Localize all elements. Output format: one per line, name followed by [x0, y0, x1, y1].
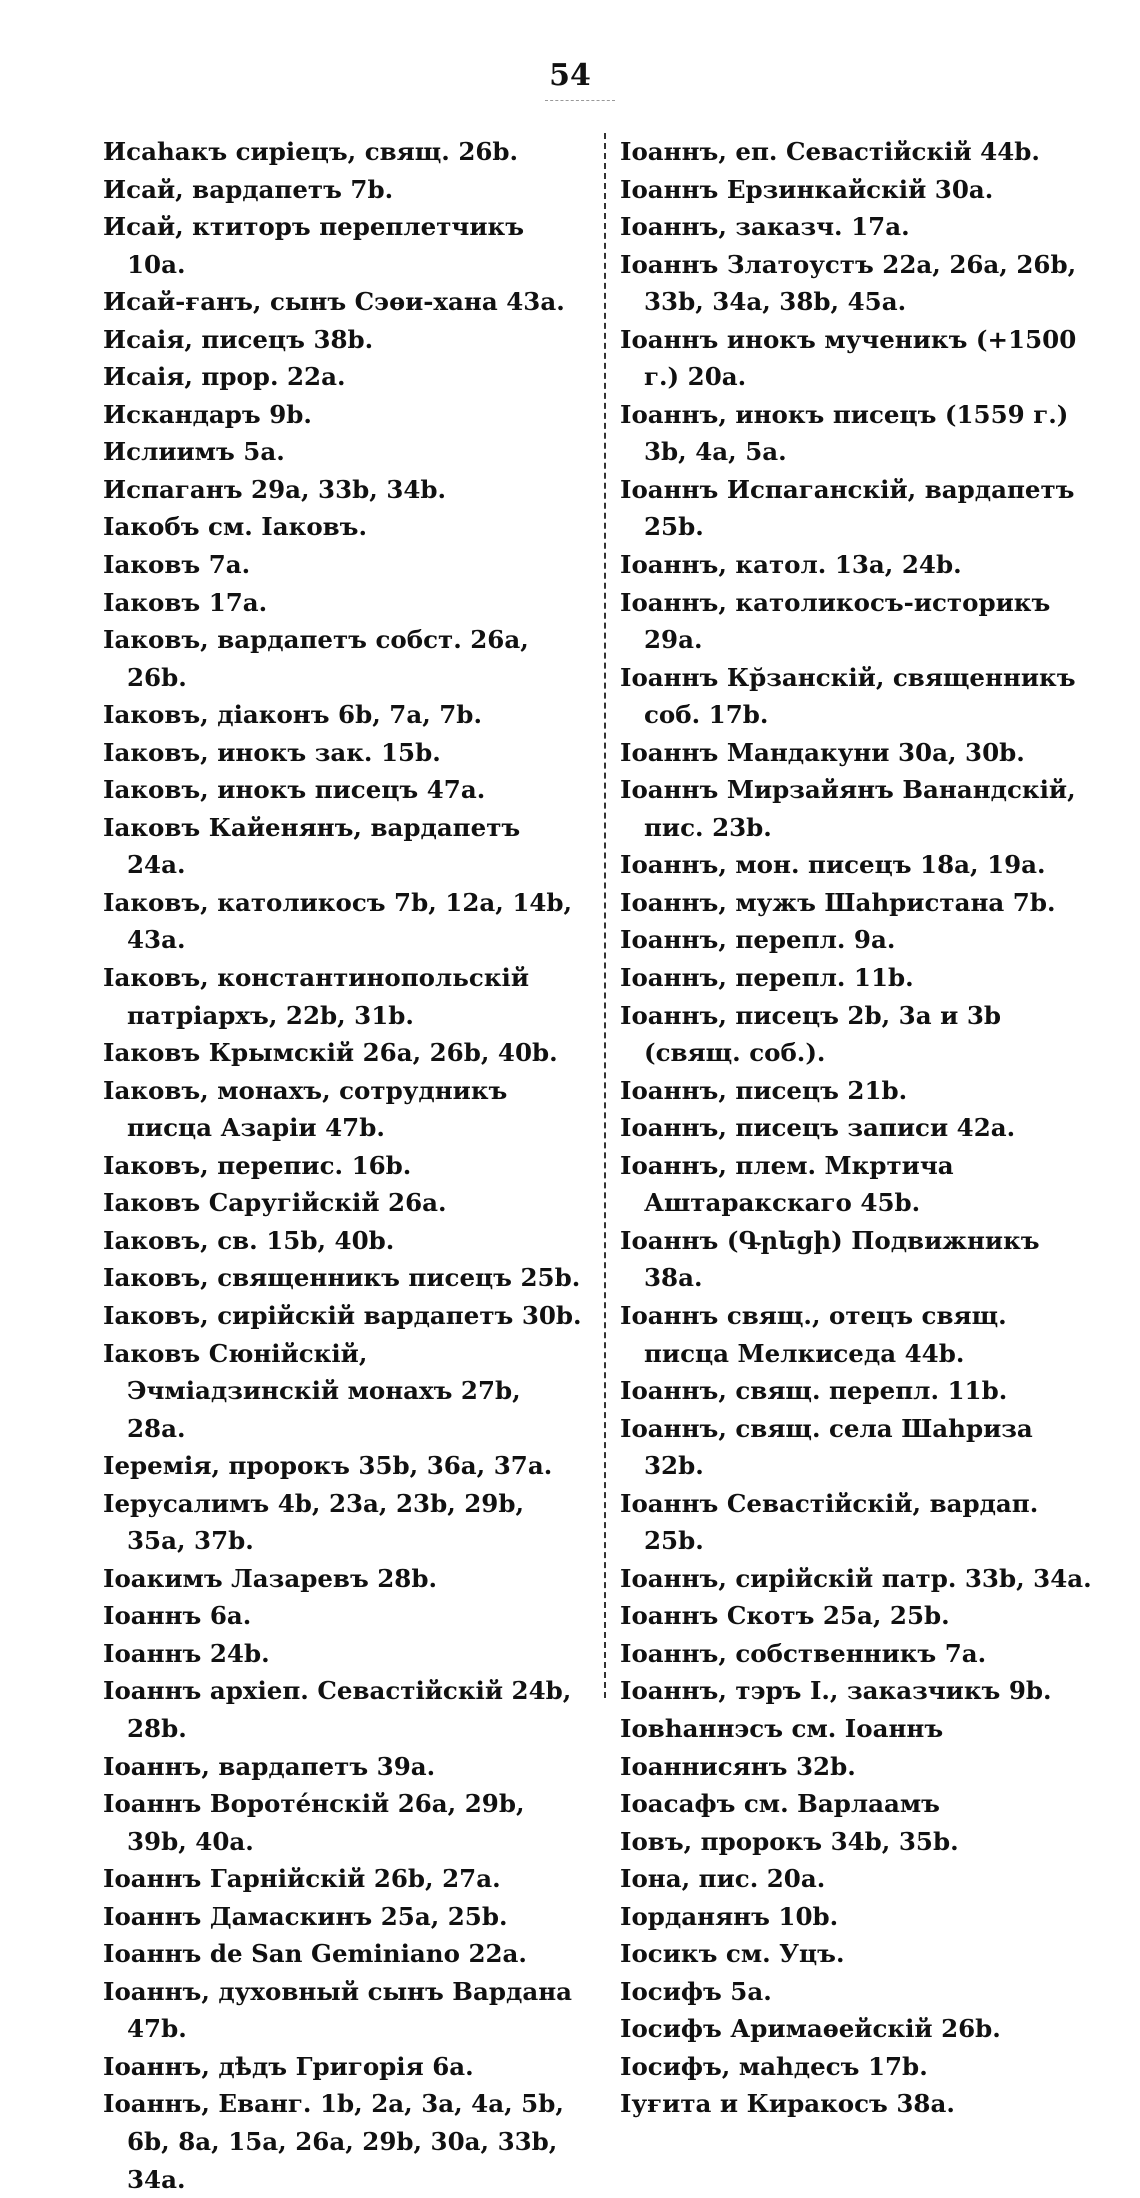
index-entry: Исай, ктиторъ переплетчикъ 10а. [103, 212, 524, 279]
index-entry: Іосифъ 5а. [620, 1976, 772, 2006]
index-entry: Іоаннъ Севастійскій, вардап. 25b. [620, 1488, 1039, 1556]
index-entry: Іаковъ 7а. [103, 550, 251, 580]
index-entry: Искандаръ 9b. [103, 399, 312, 429]
index-entry: Іаковъ, діаконъ 6b, 7а, 7b. [103, 700, 482, 730]
index-entry: Іорданянъ 10b. [620, 1901, 839, 1931]
index-entry: Іоаннъ, писецъ 2b, 3а и 3b (свящ. соб.). [620, 1000, 1001, 1068]
index-entry: Іоаннъ Испаганскій, вардапетъ 25b. [620, 474, 1075, 542]
index-entry: Іосикъ см. Уцъ. [620, 1939, 845, 1969]
index-entry: Іоаннъ, инокъ писецъ (1559 г.) 3b, 4а, 5а. [620, 399, 1069, 467]
index-entry: Іеремія, пророкъ 35b, 36а, 37а. [103, 1451, 553, 1481]
index-entry: Іоаннъ, свящ. села Шаһриза 32b. [620, 1413, 1033, 1481]
index-column-left [103, 133, 583, 2198]
page-number: 54 [549, 58, 591, 93]
index-entry: Іаковъ, перепис. 16b. [103, 1150, 412, 1180]
index-entry: Іоаннисянъ 32b. [620, 1751, 856, 1781]
index-entry: Іаковъ Кайенянъ, вардапетъ 24а. [103, 812, 521, 880]
index-entry: Іаковъ Саругійскій 26а. [103, 1188, 447, 1218]
index-entry: Исай-ғанъ, сынъ Сэѳи-хана 43а. [103, 287, 565, 317]
index-entry: Іоаннъ, свящ. перепл. 11b. [620, 1376, 1008, 1406]
index-entry: Іоаннъ, католикосъ-историкъ 29а. [620, 587, 1051, 655]
index-entry: Іаковъ 17а. [103, 587, 268, 617]
index-entry: Іоаннъ, дѣдъ Григорія 6а. [103, 2051, 474, 2081]
index-entry: Іаковъ Сюнійскій, Эчміадзинскій монахъ 27b, 28а. [103, 1338, 521, 1443]
index-entry: Ислиимъ 5а. [103, 437, 285, 467]
index-entry: Іоаннъ, перепл. 9а. [620, 925, 896, 955]
index-entry: Исаія, писецъ 38b. [103, 324, 374, 354]
index-entry: Іона, пис. 20а. [620, 1864, 826, 1894]
index-entry: Іоаннъ, катол. 13а, 24b. [620, 550, 962, 580]
index-entry: Іоаннъ 6а. [103, 1601, 252, 1631]
index-entry: Іоаннъ Златоустъ 22а, 26а, 26b, 33b, 34а, 38b, 45а. [620, 249, 1077, 317]
index-entry: Іоаннъ, перепл. 11b. [620, 963, 914, 993]
index-entry: Іоаннъ (Գրեցի) Подвижникъ 38а. [620, 1225, 1040, 1293]
index-entry: Іоаннъ архіеп. Севастійскій 24b, 28b. [103, 1676, 572, 1743]
index-entry: Іоасафъ см. Варлаамъ [620, 1789, 940, 1819]
index-entry: Іоаннъ Ерзинкайскій 30а. [620, 174, 994, 204]
index-entry: Іоаннъ 24b. [103, 1638, 270, 1668]
index-entry: Іаковъ, св. 15b, 40b. [103, 1225, 395, 1255]
index-entry: Іоаннъ Скотъ 25а, 25b. [620, 1601, 950, 1631]
index-entry: Испаганъ 29а, 33b, 34b. [103, 474, 447, 504]
index-entry: Іакобъ см. Іаковъ. [103, 512, 368, 542]
index-entry: Іоаннъ, духовный сынъ Вардана 47b. [103, 1976, 573, 2044]
column-divider [604, 133, 606, 1698]
index-entry: Іоаннъ de San Geminiano 22а. [103, 1939, 527, 1969]
index-entry: Іоаннъ Кр̆занскій, священникъ соб. 17b. [620, 662, 1076, 730]
index-entry: Іаковъ, инокъ зак. 15b. [103, 737, 441, 767]
index-entry: Іоаннъ, Еванг. 1b, 2а, 3а, 4а, 5b, 6b, 8а, 15а, 26а, 29b, 30а, 33b, 34а. [103, 2089, 564, 2194]
index-entry: Іоаннъ, еп. Севастійскій 44b. [620, 137, 1040, 166]
index-entry: Іаковъ Крымскій 26а, 26b, 40b. [103, 1038, 558, 1068]
index-entry: Іаковъ, католикосъ 7b, 12а, 14b, 43а. [103, 887, 573, 955]
index-entry: Іуғита и Киракосъ 38а. [620, 2089, 955, 2119]
index-entry: Іоаннъ, писецъ записи 42а. [620, 1113, 1016, 1143]
index-entry: Іоаннъ Дамаскинъ 25а, 25b. [103, 1901, 508, 1931]
index-entry: Іоакимъ Лазаревъ 28b. [103, 1563, 438, 1593]
index-entry: Іоаннъ, вардапетъ 39а. [103, 1751, 436, 1781]
index-entry: Іоаннъ Гарнійскій 26b, 27а. [103, 1864, 501, 1894]
index-entry: Іаковъ, инокъ писецъ 47а. [103, 775, 486, 805]
index-entry: Исаія, прор. 22а. [103, 362, 346, 392]
index-entry: Іаковъ, сирійскій вардапетъ 30b. [103, 1300, 582, 1330]
index-entry: Исай, вардапетъ 7b. [103, 174, 394, 204]
index-entry: Іоаннъ Вороте́нскій 26а, 29b, 39b, 40а. [103, 1789, 525, 1856]
index-entry: Іоаннъ, заказч. 17а. [620, 212, 910, 242]
index-entry: Іоаннъ, сирійскій патр. 33b, 34а. [620, 1563, 1092, 1593]
index-entry: Іоаннъ, тэръ І., заказчикъ 9b. [620, 1676, 1052, 1706]
index-entry: Іоаннъ, плем. Мкртича Аштаракскаго 45b. [620, 1150, 954, 1218]
index-entry: Іаковъ, вардапетъ собст. 26а, 26b. [103, 625, 529, 692]
header-rule [545, 100, 615, 101]
index-entry: Іаковъ, священникъ писецъ 25b. [103, 1263, 581, 1293]
index-entry: Іовһаннэсъ см. Іоаннъ [620, 1713, 944, 1743]
index-entry: Іоаннъ инокъ мученикъ (+1500 г.) 20а. [620, 324, 1077, 392]
index-entry: Іоаннъ, мон. писецъ 18а, 19а. [620, 850, 1046, 880]
index-entry: Іоаннъ, мужъ Шаһристана 7b. [620, 887, 1056, 917]
index-entry: Іоаннъ свящ., отецъ свящ. писца Мелкиседа 44b. [620, 1300, 1007, 1368]
index-column-right [620, 133, 1100, 2123]
index-entry: Іовъ, пророкъ 34b, 35b. [620, 1826, 959, 1856]
index-entry: Іаковъ, монахъ, сотрудникъ писца Азаріи 47b. [103, 1075, 508, 1143]
index-entry: Іоаннъ Мандакуни 30а, 30b. [620, 737, 1025, 767]
index-entry: Іерусалимъ 4b, 23а, 23b, 29b, 35а, 37b. [103, 1488, 525, 1556]
index-entry: Іосифъ Аримаѳейскій 26b. [620, 2014, 1001, 2044]
index-entry: Іоаннъ, писецъ 21b. [620, 1075, 908, 1105]
index-entry: Іаковъ, константинопольскій патріархъ, 22b, 31b. [103, 963, 530, 1030]
index-entry: Іоаннъ Мирзайянъ Ванандскій, пис. 23b. [620, 775, 1076, 842]
index-entry: Іосифъ, маһдесъ 17b. [620, 2051, 928, 2081]
index-entry: Исаһакъ сиріецъ, свящ. 26b. [103, 137, 519, 166]
index-entry: Іоаннъ, собственникъ 7а. [620, 1638, 987, 1668]
